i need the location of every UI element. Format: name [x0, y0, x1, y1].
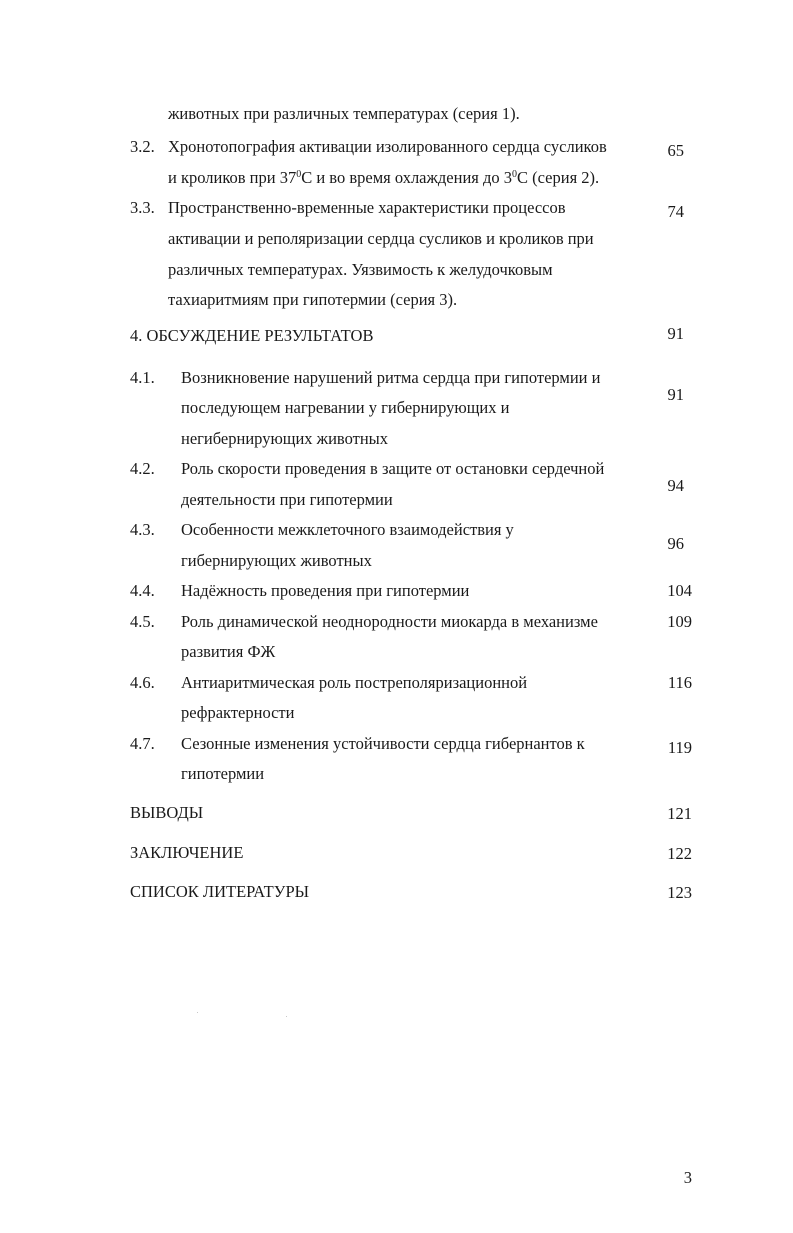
toc-4-2-line: Роль скорости проведения в защите от остановки сердечной: [181, 459, 605, 478]
toc-4-6-page: 116: [667, 673, 692, 692]
toc-4-5-page: 109: [667, 612, 692, 631]
toc-4-2-number: 4.2.: [130, 459, 155, 478]
toc-4-1-line: негибернирующих животных: [181, 429, 388, 448]
toc-chapter-4-page: 91: [667, 324, 684, 343]
toc-3-3-line: различных температурах. Уязвимость к желудочковым: [168, 260, 553, 279]
toc-4-1-page: 91: [667, 385, 684, 404]
toc-4-4-number: 4.4.: [130, 581, 155, 600]
scan-speck: [286, 1016, 287, 1017]
toc-4-3-line: гибернирующих животных: [181, 551, 372, 570]
toc-4-7-line: гипотермии: [181, 764, 265, 783]
page-number: 3: [683, 1168, 692, 1187]
toc-4-3-line: Особенности межклеточного взаимодействия у: [181, 520, 514, 539]
toc-3-3-line: Пространственно-временные характеристики процессов: [168, 198, 566, 217]
toc-4-6-number: 4.6.: [130, 673, 155, 692]
toc-3-2-page: 65: [667, 141, 684, 160]
toc-4-3-number: 4.3.: [130, 520, 155, 539]
toc-4-1-number: 4.1.: [130, 368, 155, 387]
toc-3-3-line: тахиаритмиям при гипотермии (серия 3).: [168, 290, 458, 309]
toc-4-4-line: Надёжность проведения при гипотермии: [181, 581, 470, 600]
toc-summary-title: ЗАКЛЮЧЕНИЕ: [130, 843, 244, 862]
toc-4-6-line: рефрактерности: [181, 703, 295, 722]
toc-references-title: СПИСОК ЛИТЕРАТУРЫ: [130, 882, 310, 901]
scan-speck: [197, 1012, 198, 1013]
toc-4-4-page: 104: [667, 581, 692, 600]
toc-conclusions-page: 121: [667, 804, 692, 823]
toc-summary-page: 122: [667, 844, 692, 863]
toc-3-1-tail: животных при различных температурах (серия 1).: [168, 104, 520, 123]
toc-4-1-line: Возникновение нарушений ритма сердца при гипотермии и: [181, 368, 601, 387]
toc-4-5-line: развития ФЖ: [181, 642, 276, 661]
toc-chapter-4-title: 4. ОБСУЖДЕНИЕ РЕЗУЛЬТАТОВ: [130, 326, 374, 345]
toc-4-2-page: 94: [667, 476, 684, 495]
toc-4-7-line: Сезонные изменения устойчивости сердца гибернантов к: [181, 734, 585, 753]
toc-3-3-number: 3.3.: [130, 198, 155, 217]
toc-conclusions-title: ВЫВОДЫ: [130, 803, 204, 822]
toc-4-7-number: 4.7.: [130, 734, 155, 753]
toc-3-3-page: 74: [667, 202, 684, 221]
toc-4-5-number: 4.5.: [130, 612, 155, 631]
toc-4-3-page: 96: [667, 534, 684, 553]
toc-3-2-number: 3.2.: [130, 137, 155, 156]
toc-4-5-line: Роль динамической неоднородности миокарда в механизме: [181, 612, 598, 631]
toc-3-2-line-2: и кроликов при $37^0С$ и во время охлаждения до $3^0С$ (серия 2).: [168, 168, 600, 187]
toc-3-3-line: активации и реполяризации сердца сусликов и кроликов при: [168, 229, 594, 248]
toc-4-7-page: 119: [667, 738, 692, 757]
toc-4-1-line: последующем нагревании у гибернирующих и: [181, 398, 510, 417]
toc-4-6-line: Антиаритмическая роль постреполяризационной: [181, 673, 528, 692]
toc-4-2-line: деятельности при гипотермии: [181, 490, 393, 509]
toc-references-page: 123: [667, 883, 692, 902]
toc-3-2-line-1: Хронотопография активации изолированного сердца сусликов: [168, 137, 607, 156]
